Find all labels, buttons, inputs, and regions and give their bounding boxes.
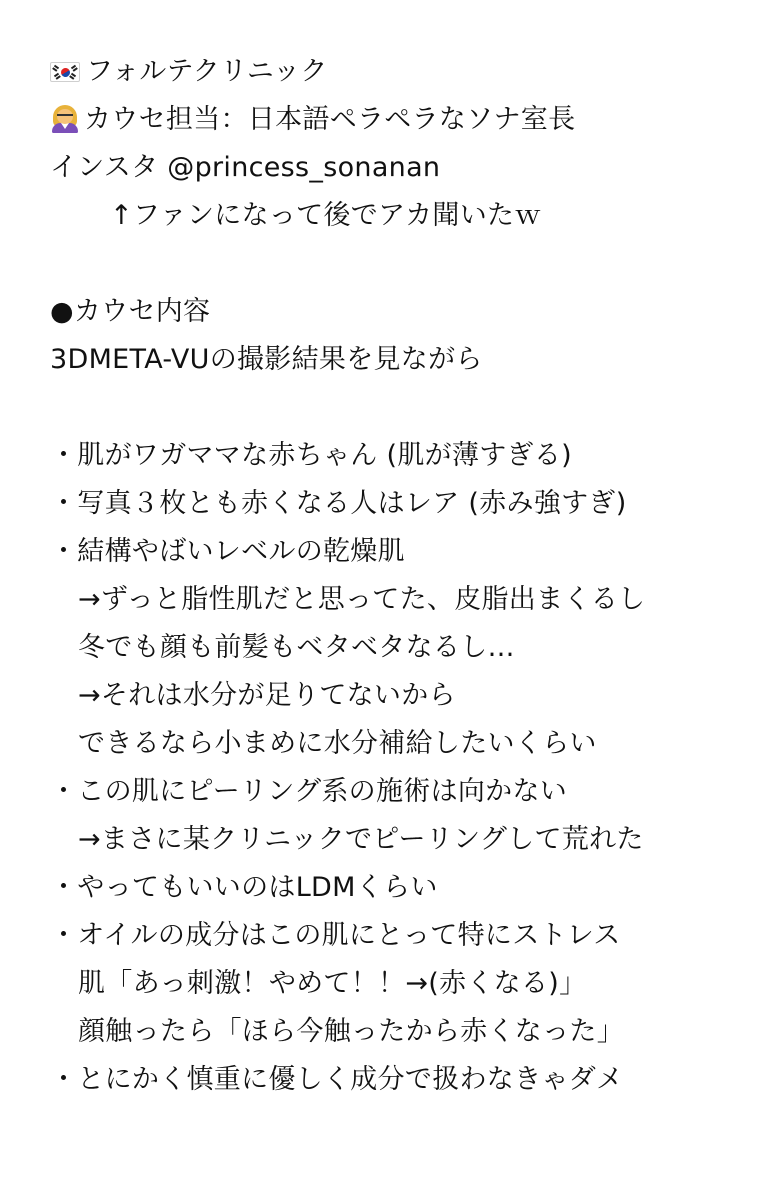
clinic-line — [50, 48, 750, 96]
list-item-2: ・写真３枚とも赤くなる人はレア (赤み強すぎ) — [50, 488, 627, 519]
insta-line: インスタ @princess_sonanan — [50, 152, 441, 183]
list-item-4-detail-a: →まさに某クリニックでピーリングして荒れた — [78, 824, 644, 855]
list-item-6: ・オイルの成分はこの肌にとって特にストレス — [50, 920, 621, 951]
list-item-6-detail-a: 肌「あっ刺激！やめて！！→(赤くなる)」 — [78, 968, 587, 999]
list-item-1: ・肌がワガママな赤ちゃん (肌が薄すぎる) — [50, 440, 572, 471]
list-item-5: ・やってもいいのはLDMくらい — [50, 872, 438, 903]
list-item-6-detail-b: 顔触ったら「ほら今触ったから赤くなった」 — [78, 1016, 624, 1047]
list-item-3: ・結構やばいレベルの乾燥肌 — [50, 536, 405, 567]
list-item-3-detail-d: できるなら小まめに水分補給したいくらい — [78, 728, 597, 759]
counselor-text: カウセ担当：日本語ペラペラなソナ室長 — [84, 104, 576, 135]
intro-line: 3DMETA-VUの撮影結果を見ながら — [50, 344, 483, 375]
list-item-3-detail-a: →ずっと脂性肌だと思ってた、皮脂出まくるし — [78, 584, 646, 615]
section-title: ●カウセ内容 — [50, 296, 211, 327]
blank-line — [50, 240, 750, 288]
list-item-3-detail-b: 冬でも顔も前髪もベタベタなるし… — [78, 632, 515, 663]
note-body — [50, 48, 750, 1104]
list-item-4: ・この肌にピーリング系の施術は向かない — [50, 776, 568, 807]
korea-flag-icon — [50, 62, 80, 82]
counselor-line — [50, 96, 750, 144]
woman-with-glasses-icon — [50, 103, 80, 133]
blank-line — [50, 384, 750, 432]
list-item-7: ・とにかく慎重に優しく成分で扱わなきゃダメ — [50, 1064, 624, 1095]
list-item-3-detail-c: →それは水分が足りてないから — [78, 680, 456, 711]
clinic-name: フォルテクリニック — [86, 56, 328, 87]
fan-note-line: ↑ファンになって後でアカ聞いたｗ — [110, 200, 542, 231]
